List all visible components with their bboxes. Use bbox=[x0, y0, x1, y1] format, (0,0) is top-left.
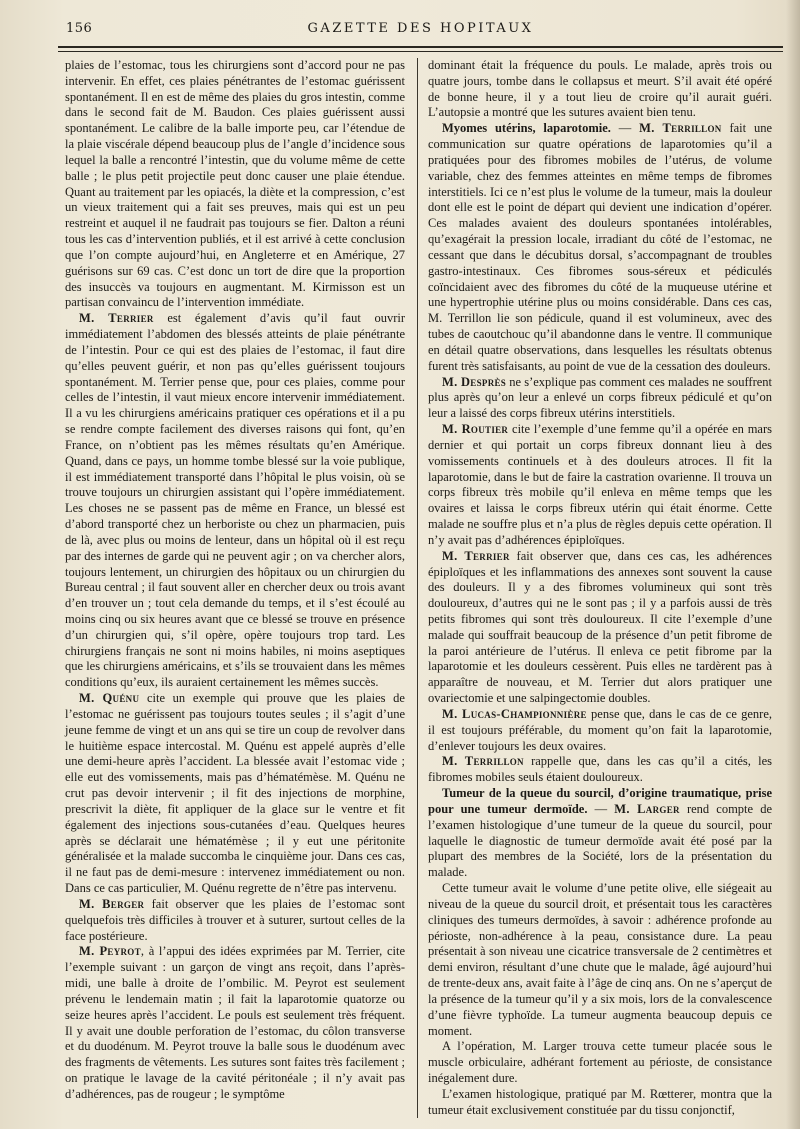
journal-title: GAZETTE DES HOPITAUX bbox=[307, 21, 534, 36]
speaker-name: M. Terrillon bbox=[442, 754, 524, 769]
paragraph: A l’opération, M. Larger trouva cette tumeur placée sous le muscle orbiculaire, adhérant fortement au périoste, de consistance inégalement dure. bbox=[428, 1039, 772, 1085]
speaker-name: M. Berger bbox=[79, 896, 145, 911]
paragraph bbox=[428, 549, 772, 707]
left-column bbox=[65, 58, 405, 1103]
paragraph-text: , à l’appui des idées exprimées par M. Terrier, cite l’exemple suivant : un garçon de vingt ans reçoit, dans l’après-midi, une balle à droite de l’ombilic. M. Peyrot est seulement prévenu le lendemain matin ; il fait la laparotomie quatorze ou seize heures après l’accident. Le pouls est seulement très fréquent. Il y avait une double perforation de l’estomac, du côlon transverse et du duodénum. M. Peyrot trouve la balle sous le duodénum avec des fragments de vêtements. Les sutures sont faites très facilement ; on pratique le lavage de la cavité péritonéale ; il n’y avait pas d’adhérences, pas de rougeur ; le symptôme bbox=[65, 944, 405, 1101]
paragraph bbox=[65, 311, 405, 691]
paragraph: L’examen histologique, pratiqué par M. Rœtterer, montra que la tumeur était exclusivement constituée par du tissu conjonctif, bbox=[428, 1086, 772, 1117]
section-title: Tumeur de la queue du sourcil, d’origine traumatique, prise pour une tumeur dermoïde. bbox=[428, 786, 772, 816]
paragraph-text: est également d’avis qu’il faut ouvrir immédiatement l’abdomen des blessés atteints de plaie pénétrante de l’intestin. Pour ce qui est des plaies de l’estomac, il faut dire qu’elles peuvent guérir, et non pas qu’elles guérissent toujours spontanément. M. Terrier pense que, pour ces plaies, comme pour celles de l’intestin, il vaut mieux encore intervenir immédiatement. Il a vu les chirurgiens américains pratiquer ces opérations et il a pu se rendre compte facilement des diverses raisons qui font, qu’en France, on n’obtient pas les mêmes résultats qu’en Amérique. Quand, dans ce pays, un homme tombe blessé sur la voie publique, il est immédiatement transporté dans l’hôpital le plus voisin, où se trouve toujours un chirurgien assistant qui l’opère immédiatement. Les choses ne se passent pas de même en France, un blessé est d’abord transporté chez un herboriste ou chez un pharmacien, puis de là, avec plus ou moins de lenteur, dans un hôpital où il est reçu par des internes de garde qui ne peuvent agir ; on va chercher alors, toujours lentement, un chirurgien des hôpitaux ou un chirurgien du Bureau central ; il faut souvent aller en chercher deux ou trois avant d’en trouver un ; tout cela demande du temps, et il s’est écoulé au moins cinq ou six heures avant que ce blessé se trouve en présence d’un chirurgien qui, s’il opère, opère toujours trop tard. Les chirurgiens français ne sont ni moins habiles, ni moins aseptiques que les chirurgiens américains, et s’ils se trouvaient dans les mêmes conditions qu’eux, ils auraient certainement les mêmes succès. bbox=[65, 311, 405, 690]
paragraph bbox=[428, 422, 772, 549]
paragraph bbox=[65, 691, 405, 897]
paragraph bbox=[65, 944, 405, 1102]
speaker-name: M. Peyrot bbox=[79, 944, 141, 959]
separator: — bbox=[587, 801, 615, 816]
paragraph-text: fait observer que les plaies de l’estomac sont quelquefois très difficiles à trouver et à suturer, surtout celles de la face postérieure. bbox=[65, 896, 406, 943]
page-edge-shadow bbox=[786, 0, 800, 1129]
paragraph bbox=[428, 121, 772, 374]
right-column bbox=[428, 58, 772, 1118]
paragraph-text: cite l’exemple d’une femme qu’il a opérée en mars dernier et qui portait un corps fibreux donnant lieu à des vomissements continuels et à des douleurs atroces. Il fit la laparotomie, dans le but de faire la castration ovarienne. Il trouva un corps fibreux très mobile qu’il enleva en même temps que les ovaires et laissa le corps fibreux utérin qui était énorme. Cette malade ne souffre plus et n’a plus de règles depuis cette opération. Il n’y avait pas d’adhérences épiploïques. bbox=[428, 422, 772, 547]
paragraph bbox=[428, 786, 772, 881]
paragraph bbox=[428, 707, 772, 754]
paragraph bbox=[428, 375, 772, 422]
speaker-name: M. Quénu bbox=[79, 691, 140, 706]
page-number: 156 bbox=[66, 21, 93, 36]
paragraph-text: ne s’explique pas comment ces malades ne souffrent plus après qu’on leur a enlevé un corps fibreux pédiculé et qu’on leur a laissé des corps fibreux utérins interstitiels. bbox=[428, 374, 773, 421]
paragraph-text: fait observer que, dans ces cas, les adhérences épiploïques et les inflammations des annexes sont souvent la cause des douleurs. Il y a des fibromes volumineux qui sont très douloureux, d’autres qui ne le sont pas ; il y a parfois aussi de très petits fibromes qui sont très douloureux. Il cite l’exemple d’une malade qui souffrait beaucoup de la présence d’un petit fibrome de la paroi antérieure de l’utérus. Il enleva ce petit fibrome par la laparotomie et les douleurs cessèrent. Puis elles ne tardèrent pas à apparaître de nouveau, et M. Terrier dut alors pratiquer une ovariectomie et une salpingectomie doubles. bbox=[428, 548, 772, 706]
paragraph: plaies de l’estomac, tous les chirurgiens sont d’accord pour ne pas intervenir. En effet, ces plaies pénétrantes de l’estomac guérissent spontanément. Il en est de même des plaies du gros intestin, comme dans le second fait de M. Baudon. Ces plaies guérissent aussi spontanément. Le calibre de la balle importe peu, car l’étendue de la plaie viscérale dépend beaucoup plus de l’angle d’incidence sous lequel la balle a rencontré l’intestin, que du volume même de cette balle ; le plus petit projectile peut donc causer une plaie étendue. Quant au traitement par les opiacés, la diète et la compression, c’est un vieux traitement qui a fait ses preuves, mais qui est un peu restreint et auquel il ne faudrait pas toujours se fier. Dalton a réuni tous les cas d’intervention publiés, et il est arrivé à cette conclusion que l’on compte aujourd’hui, en Angleterre et en Amérique, 27 guérisons sur 69 cas. C’est donc un tort de dire que la proportion des insuccès va toujours en augmentant. M. Kirmisson est un partisan convaincu de l’intervention immédiate. bbox=[65, 58, 405, 310]
page-header bbox=[58, 19, 783, 43]
header-rule-thin bbox=[58, 51, 783, 52]
column-divider bbox=[417, 58, 418, 1118]
speaker-name: M. Terrier bbox=[442, 548, 510, 563]
speaker-name: M. Terrier bbox=[79, 311, 154, 326]
paragraph bbox=[65, 897, 405, 944]
paragraph: dominant était la fréquence du pouls. Le malade, après trois ou quatre jours, tombe dans le collapsus et meurt. S’il avait été opéré de bonne heure, il y a tout lieu de croire qu’il aurait guéri. L’autopsie a montré que les sutures avaient bien tenu. bbox=[428, 58, 772, 120]
paragraph-text: pense que, dans le cas de ce genre, il est toujours préférable, du moment qu’on fait la laparotomie, d’enlever toujours les deux ovaires. bbox=[428, 706, 772, 753]
speaker-name: M. Terrillon bbox=[639, 121, 722, 136]
speaker-name: M. Desprès bbox=[442, 374, 507, 389]
separator: — bbox=[610, 121, 640, 136]
speaker-name: M. Lucas-Championnière bbox=[442, 706, 587, 721]
speaker-name: M. Larger bbox=[614, 801, 680, 816]
paragraph: Cette tumeur avait le volume d’une petite olive, elle siégeait au niveau de la queue du sourcil droit, et présentait tous les caractères cliniques des tumeurs dermoïdes, à savoir : adhérence profonde au périoste, non-adhérence à la peau, consistance dure. La peau présentait à son niveau une cicatrice transversale de 2 centimètres et demi environ, résultant d’une chute que le malade, âgé aujourd’hui de trente-deux ans, avait faite à l’âge de cinq ans. On ne s’aperçut de la présence de la tumeur qu’il y a six mois, lors de la convalescence d’une fièvre typhoïde. La tumeur augmenta beaucoup depuis ce moment. bbox=[428, 881, 772, 1038]
paragraph-text: rend compte de l’examen histologique d’une tumeur de la queue du sourcil, pour laquelle le diagnostic de tumeur dermoïde avait été posé par la plupart des membres de la Société, lors de la présentation du malade. bbox=[428, 801, 772, 880]
paragraph bbox=[428, 754, 772, 786]
speaker-name: M. Routier bbox=[442, 422, 509, 437]
section-title: Myomes utérins, laparotomie. bbox=[442, 121, 611, 136]
paragraph-text: cite un exemple qui prouve que les plaies de l’estomac ne guérissent pas toujours toutes seules ; il s’agit d’une jeune femme de vingt et un ans qui se tire un coup de revolver dans le huitième espace intercostal. M. Quénu est appelé auprès d’elle une demi-heure après l’accident. La blessée avait l’estomac vide ; elle eut des vomissements, mais pas d’hématémèse. M. Quénu ne crut pas devoir intervenir ; il fit des injections de morphine, prescrivit la diète, fit appliquer de la glace sur le ventre et fit également des injections sous-cutanées d’eau. Quelques heures après se déclarait une hématémèse ; il y eut une péritonite généralisée et la malade succomba le cinquième jour. Dans ces cas, il ne faut pas de demi-mesure : intervenez immédiatement ou non. Dans ce cas particulier, M. Quénu regrette de n’être pas intervenu. bbox=[65, 691, 405, 896]
header-rule bbox=[58, 46, 783, 48]
paragraph-text: rappelle que, dans les cas qu’il a cités, les fibromes mobiles seuls étaient douloureux. bbox=[428, 754, 772, 785]
paragraph-text: fait une communication sur quatre opérations de laparotomies qu’il a pratiquées pour des fibromes mobiles de l’utérus, de volume variable, chez des femmes atteintes en même temps de fibromes interstitiels. Ici ce n’est plus le volume de la tumeur, mais la douleur dont elle est le point de départ qui devient une indication d’opérer. Ces malades avaient des douleurs spontanées intolérables, qu’exagérait la pression locale, irradiant du côté de l’estomac, ne cessant que dans le décubitus dorsal, s’accompagnant de troubles gastro-intestinaux. Ces fibromes sous-séreux et pédiculés coïncidaient avec des fibromes du côté de la muqueuse utérine et une hypertrophie utérine plus ou moins considérable. Dans ces cas, M. Terrillon lie son pédicule, quand il est volumineux, avec des tubes de caoutchouc qu’il abandonne dans le ventre. Il communique en détail quatre observations, dans lesquelles les résultats obtenus furent très satisfaisants, au point de vue de la cessation des douleurs. bbox=[428, 121, 772, 373]
